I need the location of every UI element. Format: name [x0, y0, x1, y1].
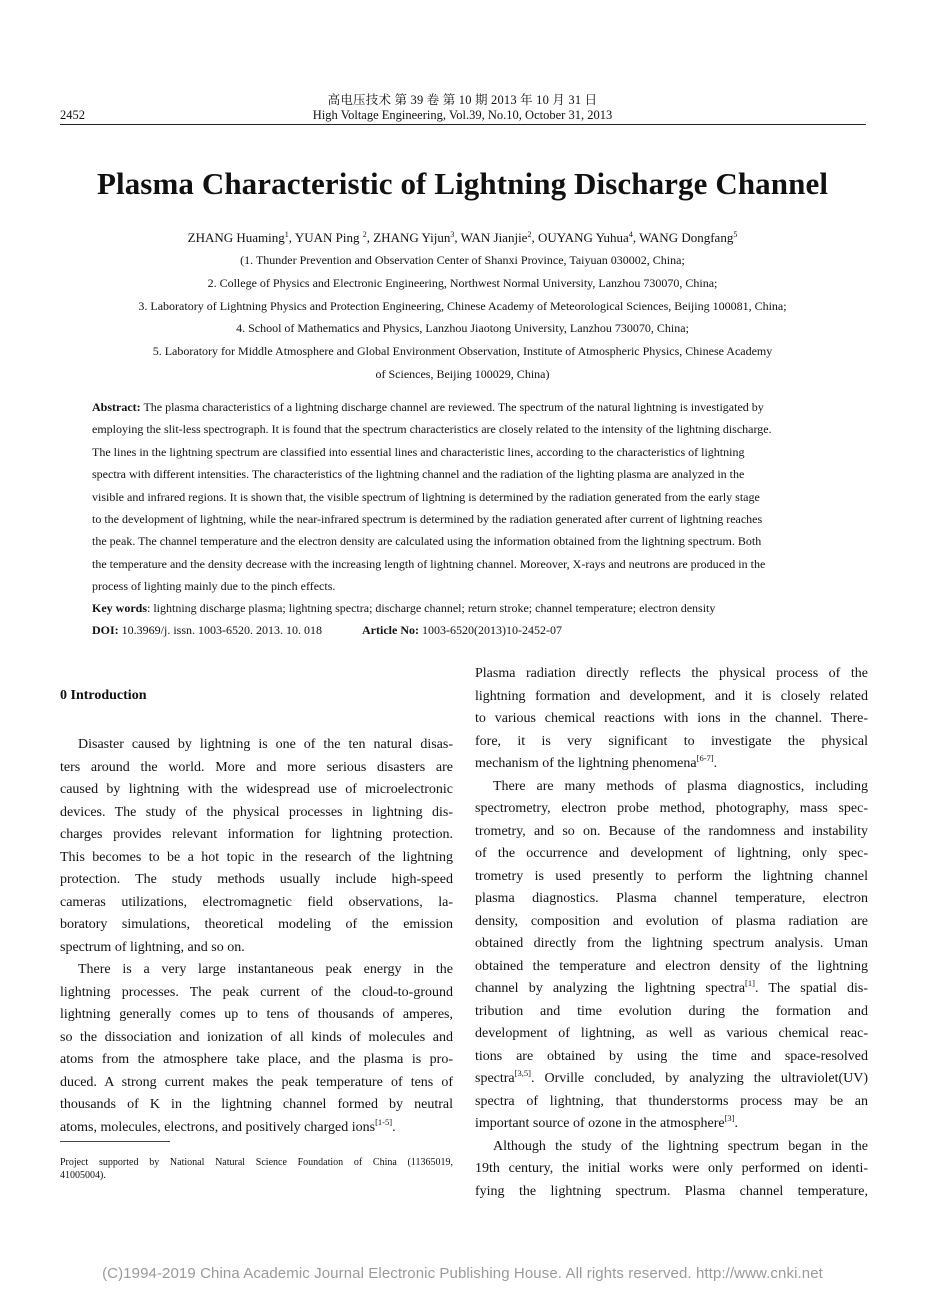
body-line: [475, 868, 868, 886]
affiliation-line: 5. Laboratory for Middle Atmosphere and Global Environment Observation, Institute of Atmospheric Physics, Chinese Academy: [152, 344, 773, 358]
author-affiliation-mark: 2: [362, 230, 367, 239]
author-list: ZHANG Huaming$^1$, YUAN Ping $^2$, ZHANG Yijun$^3$, WAN Jianjie$^2$, OUYANG Yuhua$^4$, WANG Dongfang$^5$: [187, 230, 738, 245]
author-name: OUYANG Yuhua: [537, 230, 629, 245]
keywords-label: Key words: [92, 601, 147, 615]
body-line: [475, 1003, 868, 1021]
body-line: [60, 804, 453, 822]
body-text: development of lightning, as well as various chemical reac-: [475, 1026, 868, 1041]
abstract-line: [92, 511, 762, 527]
body-text: spectrometry, electron probe method, photography, mass spec-: [475, 801, 868, 816]
body-text: spectrum of lightning, and so on.: [60, 939, 245, 955]
body-line: [60, 1051, 453, 1069]
body-line: [60, 1096, 453, 1114]
abstract-text: visible and infrared regions. It is shown that, the visible spectrum of lightning is determined by the radiation generated from the early stage: [92, 489, 760, 504]
paper-title: Plasma Characteristic of Lightning Discharge Channel: [96, 166, 829, 201]
body-text: to various chemical reactions with ions in the channel. There-: [475, 711, 868, 726]
body-line: [475, 1093, 868, 1111]
keywords-text: : lightning discharge plasma; lightning spectra; discharge channel; return stroke; channel temperature; electron density: [147, 601, 716, 615]
abstract-line: [92, 466, 744, 482]
body-line: [60, 916, 453, 934]
author-affiliation-mark: 4: [628, 230, 633, 239]
body-text: protection. The study methods usually include high-speed: [60, 872, 453, 887]
body-line: [475, 1160, 868, 1178]
body-text: .: [713, 756, 718, 771]
abstract-text: the temperature and the density decrease with the increasing length of lightning channel. Moreover, X-rays and neutrons are produced in the: [92, 556, 766, 571]
body-text: lightning formation and development, and it is closely related: [475, 688, 868, 704]
body-line: [475, 755, 868, 773]
citation: [1]: [745, 978, 755, 988]
body-line: [60, 849, 453, 867]
abstract-line: [92, 533, 761, 549]
abstract-text: The plasma characteristics of a lightning discharge channel are reviewed. The spectrum of the natural lightning is investigated by: [140, 400, 764, 414]
body-text: 19th century, the initial works were only performed on identi-: [475, 1161, 868, 1176]
author-affiliation-mark: 5: [733, 230, 738, 239]
doi-line: [92, 622, 562, 638]
body-line: [60, 871, 453, 889]
abstract-line: [92, 444, 744, 460]
body-text: There are many methods of plasma diagnostics, including: [493, 778, 868, 794]
body-text: important source of ozone in the atmosphere: [475, 1116, 725, 1131]
body-line: [475, 1183, 868, 1201]
abstract-text: to the development of lightning, while the near-infrared spectrum is determined by the radiation generated after current of lightning reaches: [92, 512, 763, 526]
abstract-line: [92, 421, 772, 437]
page-number: 2452: [60, 108, 85, 122]
body-line: [475, 823, 868, 841]
abstract-text: spectra with different intensities. The characteristics of the lightning channel and the radiation of the lighting plasma are analyzed in the: [92, 467, 745, 482]
header-divider: [60, 124, 866, 125]
affiliation-line: 2. College of Physics and Electronic Engineering, Northwest Normal University, Lanzhou 730070, China;: [207, 276, 718, 290]
body-text: obtained directly from the lightning spectrum analysis. Uman: [475, 936, 868, 951]
author-name: ZHANG Huaming: [187, 230, 285, 245]
author-name: YUAN Ping: [294, 230, 363, 245]
body-line: [475, 1070, 868, 1088]
body-line: [60, 1074, 453, 1092]
body-line: [60, 759, 453, 777]
body-text: atoms from the atmosphere take place, and the plasma is pro-: [60, 1052, 453, 1067]
abstract-text: The lines in the lightning spectrum are classified into essential lines and characteristic lines, according to the characteristics of lightning: [92, 444, 745, 459]
body-text: tribution and time evolution during the formation and: [475, 1003, 868, 1019]
body-text: plasma diagnostics. Plasma channel temperature, electron: [475, 891, 868, 906]
body-text: .: [734, 1116, 739, 1131]
body-line: [60, 736, 453, 754]
article-no-label: Article No:: [362, 623, 419, 637]
body-text: lightning processes. The peak current of the cloud-to-ground: [60, 984, 453, 1000]
body-text: fore, it is very significant to investigate the physical: [475, 733, 868, 749]
body-text: trometry, and so on. Because of the randomness and instability: [475, 823, 868, 839]
affiliation-line: 3. Laboratory of Lightning Physics and Protection Engineering, Chinese Academy of Meteorological Sciences, Beijing 100081, China;: [138, 299, 787, 313]
section-heading: 0 Introduction: [60, 688, 147, 703]
body-text: . The spatial dis-: [754, 981, 868, 996]
body-text: boratory simulations, theoretical modeling of the emission: [60, 917, 453, 932]
body-line: [475, 1025, 868, 1043]
body-text: lightning generally comes up to tens of thousands of amperes,: [60, 1007, 453, 1022]
body-text: density, composition and evolution of plasma radiation are: [475, 913, 868, 929]
author-name: WAN Jianjie: [460, 230, 528, 245]
body-text: cameras utilizations, electromagnetic field observations, la-: [60, 894, 453, 910]
body-line: [475, 913, 868, 931]
body-text: Plasma radiation directly reflects the physical process of the: [475, 666, 868, 681]
body-line: [475, 688, 868, 706]
body-line: [60, 984, 453, 1002]
affiliation-line: (1. Thunder Prevention and Observation Center of Shanxi Province, Taiyuan 030002, China;: [240, 253, 685, 267]
body-text: tions are obtained by using the time and space-resolved: [475, 1048, 868, 1064]
body-text: channel by analyzing the lightning spectra: [475, 981, 746, 996]
affiliation-line: of Sciences, Beijing 100029, China): [375, 367, 550, 381]
abstract-text: process of lighting mainly due to the pinch effects.: [92, 579, 336, 594]
body-text: This becomes to be a hot topic in the research of the lightning: [60, 849, 453, 865]
body-text: There is a very large instantaneous peak energy in the: [78, 962, 453, 977]
body-text: atoms, molecules, electrons, and positively charged ions: [60, 1119, 376, 1135]
doi-label: DOI:: [92, 623, 119, 637]
body-text: obtained the temperature and electron density of the lightning: [475, 958, 868, 974]
abstract-line: [92, 556, 765, 572]
body-text: duced. A strong current makes the peak temperature of tens of: [60, 1074, 453, 1090]
abstract-label: Abstract:: [92, 400, 141, 414]
abstract-line: [92, 578, 335, 594]
abstract-line: [92, 489, 760, 505]
body-line: [475, 845, 868, 863]
body-text: ters around the world. More and more serious disasters are: [60, 759, 453, 775]
copyright-watermark: (C)1994-2019 China Academic Journal Electronic Publishing House. All rights reserved. http://www.cnki.net: [102, 1265, 823, 1282]
author-name: ZHANG Yijun: [373, 230, 451, 245]
body-text: so the dissociation and ionization of all kinds of molecules and: [60, 1029, 453, 1045]
citation: [3]: [724, 1113, 735, 1123]
body-line: [475, 1115, 868, 1133]
body-text: caused by lightning with the widespread use of microelectronic: [60, 782, 453, 797]
body-line: [60, 1116, 453, 1137]
body-line: [475, 665, 868, 683]
footnote-line: 41005004).: [60, 1170, 106, 1181]
body-line: [475, 1048, 868, 1066]
body-text: Disaster caused by lightning is one of the ten natural disas-: [78, 737, 453, 752]
body-text: fying the lightning spectrum. Plasma channel temperature,: [475, 1183, 868, 1199]
body-line: [475, 980, 868, 998]
body-line: [60, 781, 453, 799]
article-no-value: 1003-6520(2013)10-2452-07: [419, 623, 562, 637]
affiliation-line: 4. School of Mathematics and Physics, Lanzhou Jiaotong University, Lanzhou 730070, China;: [236, 321, 689, 335]
body-line: [475, 778, 868, 796]
citation: [1-5]: [375, 1116, 393, 1127]
author-affiliation-mark: 2: [527, 230, 532, 239]
body-text: thousands of K in the lightning channel formed by neutral: [60, 1097, 453, 1112]
body-text: spectra of lightning, that thunderstorms process may be an: [475, 1093, 868, 1109]
footnote-line: Project supported by National Natural Science Foundation of China (11365019,: [60, 1157, 453, 1168]
body-text: .: [392, 1119, 396, 1135]
footnote-divider: [60, 1141, 170, 1142]
body-line: [475, 733, 868, 751]
abstract-text: the peak. The channel temperature and the electron density are calculated using the information obtained from the lightning spectrum. Both: [92, 534, 762, 549]
body-text: charges provides relevant information for lightning protection.: [60, 827, 453, 842]
doi-value: 10.3969/j. issn. 1003-6520. 2013. 10. 018: [118, 623, 323, 637]
body-line: [475, 890, 868, 908]
body-text: of the occurrence and development of lightning, only spec-: [475, 846, 868, 861]
keywords: [92, 600, 715, 616]
body-text: devices. The study of the physical processes in lightning dis-: [60, 804, 453, 820]
citation: [3,5]: [514, 1068, 531, 1078]
body-line: [475, 935, 868, 953]
body-line: [60, 1006, 453, 1024]
author-affiliation-mark: 1: [284, 230, 289, 239]
body-text: Although the study of the lightning spectrum began in the: [493, 1138, 868, 1154]
running-head-chinese: 高电压技术 第 39 卷 第 10 期 2013 年 10 月 31 日: [327, 93, 598, 107]
abstract-text: employing the slit-less spectrograph. It is found that the spectrum characteristics are closely related to the intensity of the lightning discharge.: [92, 422, 772, 437]
body-line: [60, 1029, 453, 1047]
body-line: [60, 961, 453, 979]
body-text: mechanism of the lightning phenomena: [475, 756, 697, 771]
citation: [6-7]: [696, 753, 714, 763]
body-line: [60, 826, 453, 844]
body-line: [60, 939, 453, 957]
author-affiliation-mark: 3: [450, 230, 455, 239]
body-line: [475, 710, 868, 728]
body-line: [60, 894, 453, 912]
body-line: [475, 958, 868, 976]
body-line: [475, 1138, 868, 1156]
body-text: spectra: [475, 1071, 515, 1086]
abstract-line: [92, 399, 764, 415]
running-head-english: High Voltage Engineering, Vol.39, No.10, October 31, 2013: [312, 108, 613, 122]
body-line: [475, 800, 868, 818]
body-text: . Orville concluded, by analyzing the ultraviolet(UV): [530, 1071, 868, 1086]
body-text: trometry is used presently to perform the lightning channel: [475, 868, 868, 884]
author-name: WANG Dongfang: [639, 230, 734, 245]
